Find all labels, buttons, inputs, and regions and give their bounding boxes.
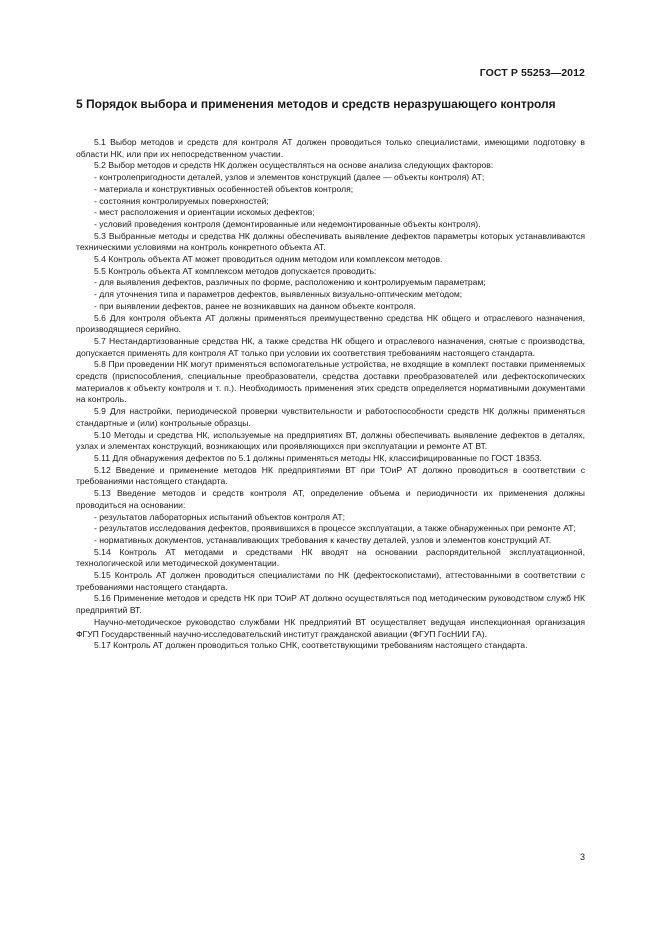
paragraph: 5.5 Контроль объекта АТ комплексом методов допускается проводить: bbox=[94, 265, 377, 276]
page-number: 3 bbox=[579, 852, 585, 862]
list-item: - состояния контролируемых поверхностей; bbox=[94, 195, 269, 206]
paragraph: Научно-методическое руководство службами НК предприятий ВТ осуществляет ведущая инспекционная организация ФГУП Государственный научно-исследовательский институт гражданской авиации (ФГУП ГосНИИ ГА). bbox=[76, 616, 585, 639]
paragraph: 5.10 Методы и средства НК, используемые на предприятиях ВТ, должны обеспечивать выявление дефектов в деталях, узлах и элементах конструкций, возникающих или проявляющихся при эксплуатации и ремонте АТ ВТ. bbox=[76, 429, 585, 452]
paragraph: 5.7 Нестандартизованные средства НК, а также средства НК общего и отраслевого назначения, снятые с производства, допускается применять для контроля АТ только при условии их соответствия требованиям настоящего стандарта. bbox=[76, 335, 585, 358]
paragraph: 5.17 Контроль АТ должен проводиться только СНК, соответствующими требованиям настоящего стандарта. bbox=[94, 640, 528, 651]
section-body bbox=[76, 137, 585, 652]
paragraph: 5.2 Выбор методов и средств НК должен осуществляться на основе анализа следующих факторов: bbox=[94, 160, 494, 171]
paragraph: 5.1 Выбор методов и средств для контроля АТ должен проводиться только специалистами, имеющими подготовку в области НК, или при их непосредственном участии. bbox=[76, 137, 585, 159]
paragraph: 5.14 Контроль АТ методами и средствами НК вводят на основании распорядительной эксплуатационной, технологической или методической документации. bbox=[76, 546, 585, 569]
list-item: - материала и конструктивных особенностей объектов контроля; bbox=[94, 183, 354, 194]
section-title: 5 Порядок выбора и применения методов и средств неразрушающего контроля bbox=[76, 97, 556, 111]
paragraph: 5.12 Введение и применение методов НК предприятиями ВТ при ТОиР АТ должно проводиться в соответствии с требованиями настоящего стандарта. bbox=[76, 464, 585, 487]
list-item: - мест расположения и ориентации искомых дефектов; bbox=[94, 207, 315, 218]
list-item: - при выявлении дефектов, ранее не возникавших на данном объекте контроля. bbox=[94, 300, 416, 311]
list-item: - результатов лабораторных испытаний объектов контроля АТ; bbox=[94, 511, 345, 522]
list-item: - для уточнения типа и параметров дефектов, выявленных визуально-оптическим методом; bbox=[94, 289, 463, 300]
paragraph: 5.4 Контроль объекта АТ может проводиться одним методом или комплексом методов. bbox=[94, 254, 443, 265]
paragraph: 5.16 Применение методов и средств НК при ТОиР АТ должно осуществляться под методическим руководством служб НК предприятий ВТ. bbox=[76, 593, 585, 616]
list-item: - нормативных документов, устанавливающих требования к качеству деталей, узлов и элементов конструкций АТ. bbox=[94, 534, 552, 545]
paragraph: 5.6 Для контроля объекта АТ должны применяться преимущественно средства НК общего и отраслевого назначения, производящиеся серийно. bbox=[76, 312, 585, 335]
paragraph: 5.9 Для настройки, периодической проверки чувствительности и работоспособности средств НК должны применяться стандартные и (или) контрольные образцы. bbox=[76, 406, 585, 428]
standard-header: ГОСТ Р 55253—2012 bbox=[479, 67, 585, 79]
list-item: - результатов исследования дефектов, проявившихся в процессе эксплуатации, а также обнаруженных при ремонте АТ; bbox=[94, 523, 576, 534]
paragraph: 5.13 Введение методов и средств контроля АТ, определение объема и периодичности их применения должны проводиться на основании: bbox=[76, 488, 585, 510]
paragraph: 5.3 Выбранные методы и средства НК должны обеспечивать выявление дефектов параметры которых устанавливаются техническими условиями на контроль конкретного объекта АТ. bbox=[76, 230, 585, 253]
paragraph: 5.11 Для обнаружения дефектов по 5.1 должны применяться методы НК, классифицированные по ГОСТ 18353. bbox=[94, 452, 542, 463]
list-item: - для выявления дефектов, различных по форме, расположению и контролируемым параметрам; bbox=[94, 277, 486, 288]
list-item: - контролепригодности деталей, узлов и элементов конструкций (далее — объекты контроля) АТ; bbox=[94, 172, 485, 183]
paragraph: 5.8 При проведении НК могут применяться вспомогательные устройства, не входящие в комплект поставки применяемых средств (приспособления, специальные преобразователи, средства доставки преобразователей или дефектоскопических материалов к объекту контроля и т. п.). Необходимость применения этих средств определяется нормативными документами на контроль. bbox=[76, 359, 585, 405]
paragraph: 5.15 Контроль АТ должен проводиться специалистами по НК (дефектоскопистами), аттестованными в соответствии с требованиями настоящего стандарта. bbox=[76, 570, 585, 592]
list-item: - условий проведения контроля (демонтированные или недемонтированные объекты контроля). bbox=[94, 218, 481, 229]
